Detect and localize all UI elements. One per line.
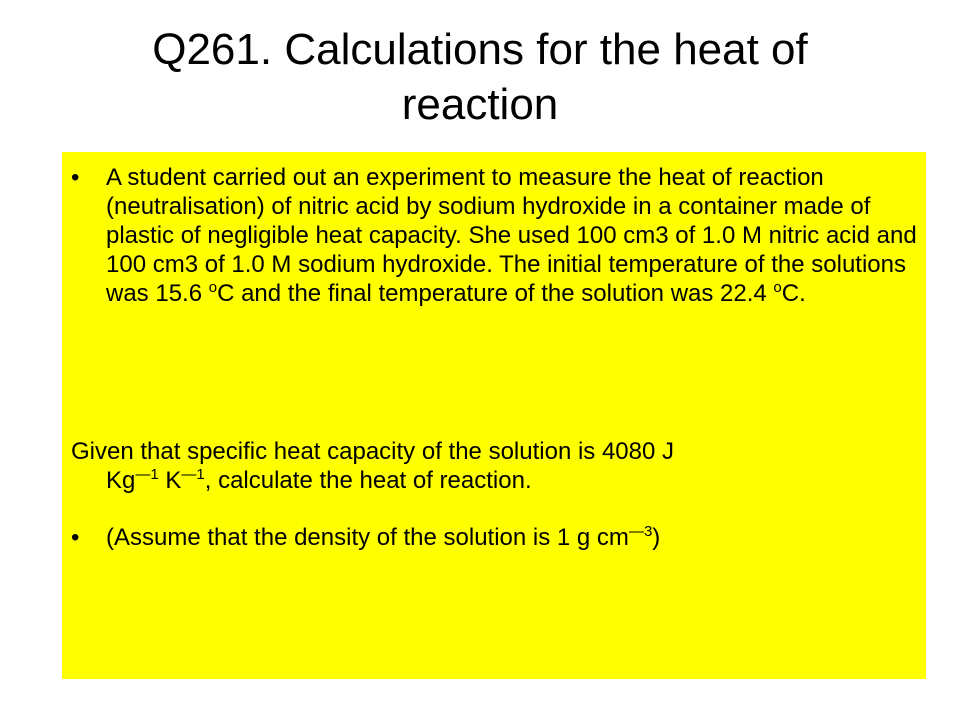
experiment-text: A student carried out an experiment to measure the heat of reaction (neutralisation) of nitric acid by sodium hydroxide in a container made of plastic of negligible heat capacity. She used 100 cm3 of 1.0 M nitric acid and 100 cm3 of 1.0 M sodium hydroxide. The initial temperature of the solutions was 15.6 [106, 164, 917, 307]
exponent: —3 [628, 523, 653, 540]
experiment-description [106, 163, 918, 308]
bullet-marker: • [71, 524, 80, 551]
instruction-end: , calculate the heat of reaction. [204, 467, 532, 494]
exponent: —1 [135, 466, 159, 483]
exponent: —1 [181, 466, 205, 483]
instruction-line-2 [71, 466, 918, 495]
bullet-marker: • [71, 164, 80, 191]
experiment-text-end: C. [781, 280, 806, 307]
experiment-text-cont: C and the final temperature of the solution was 22.4 [217, 280, 774, 307]
unit-k: K [158, 467, 182, 494]
degree-symbol: o [208, 279, 218, 296]
unit-kg: Kg [106, 467, 136, 494]
slide-title [48, 22, 912, 132]
assumption-text: (Assume that the density of the solution is 1 g cm [106, 524, 629, 551]
instruction-line-1: Given that specific heat capacity of the solution is 4080 J [71, 438, 675, 465]
heat-capacity-instruction [71, 437, 918, 495]
title-line-1: Q261. Calculations for the heat of [152, 25, 808, 74]
content-box [62, 152, 926, 679]
density-assumption [106, 523, 918, 552]
assumption-end: ) [652, 524, 661, 551]
title-line-2: reaction [401, 80, 559, 129]
degree-symbol: o [773, 279, 782, 296]
